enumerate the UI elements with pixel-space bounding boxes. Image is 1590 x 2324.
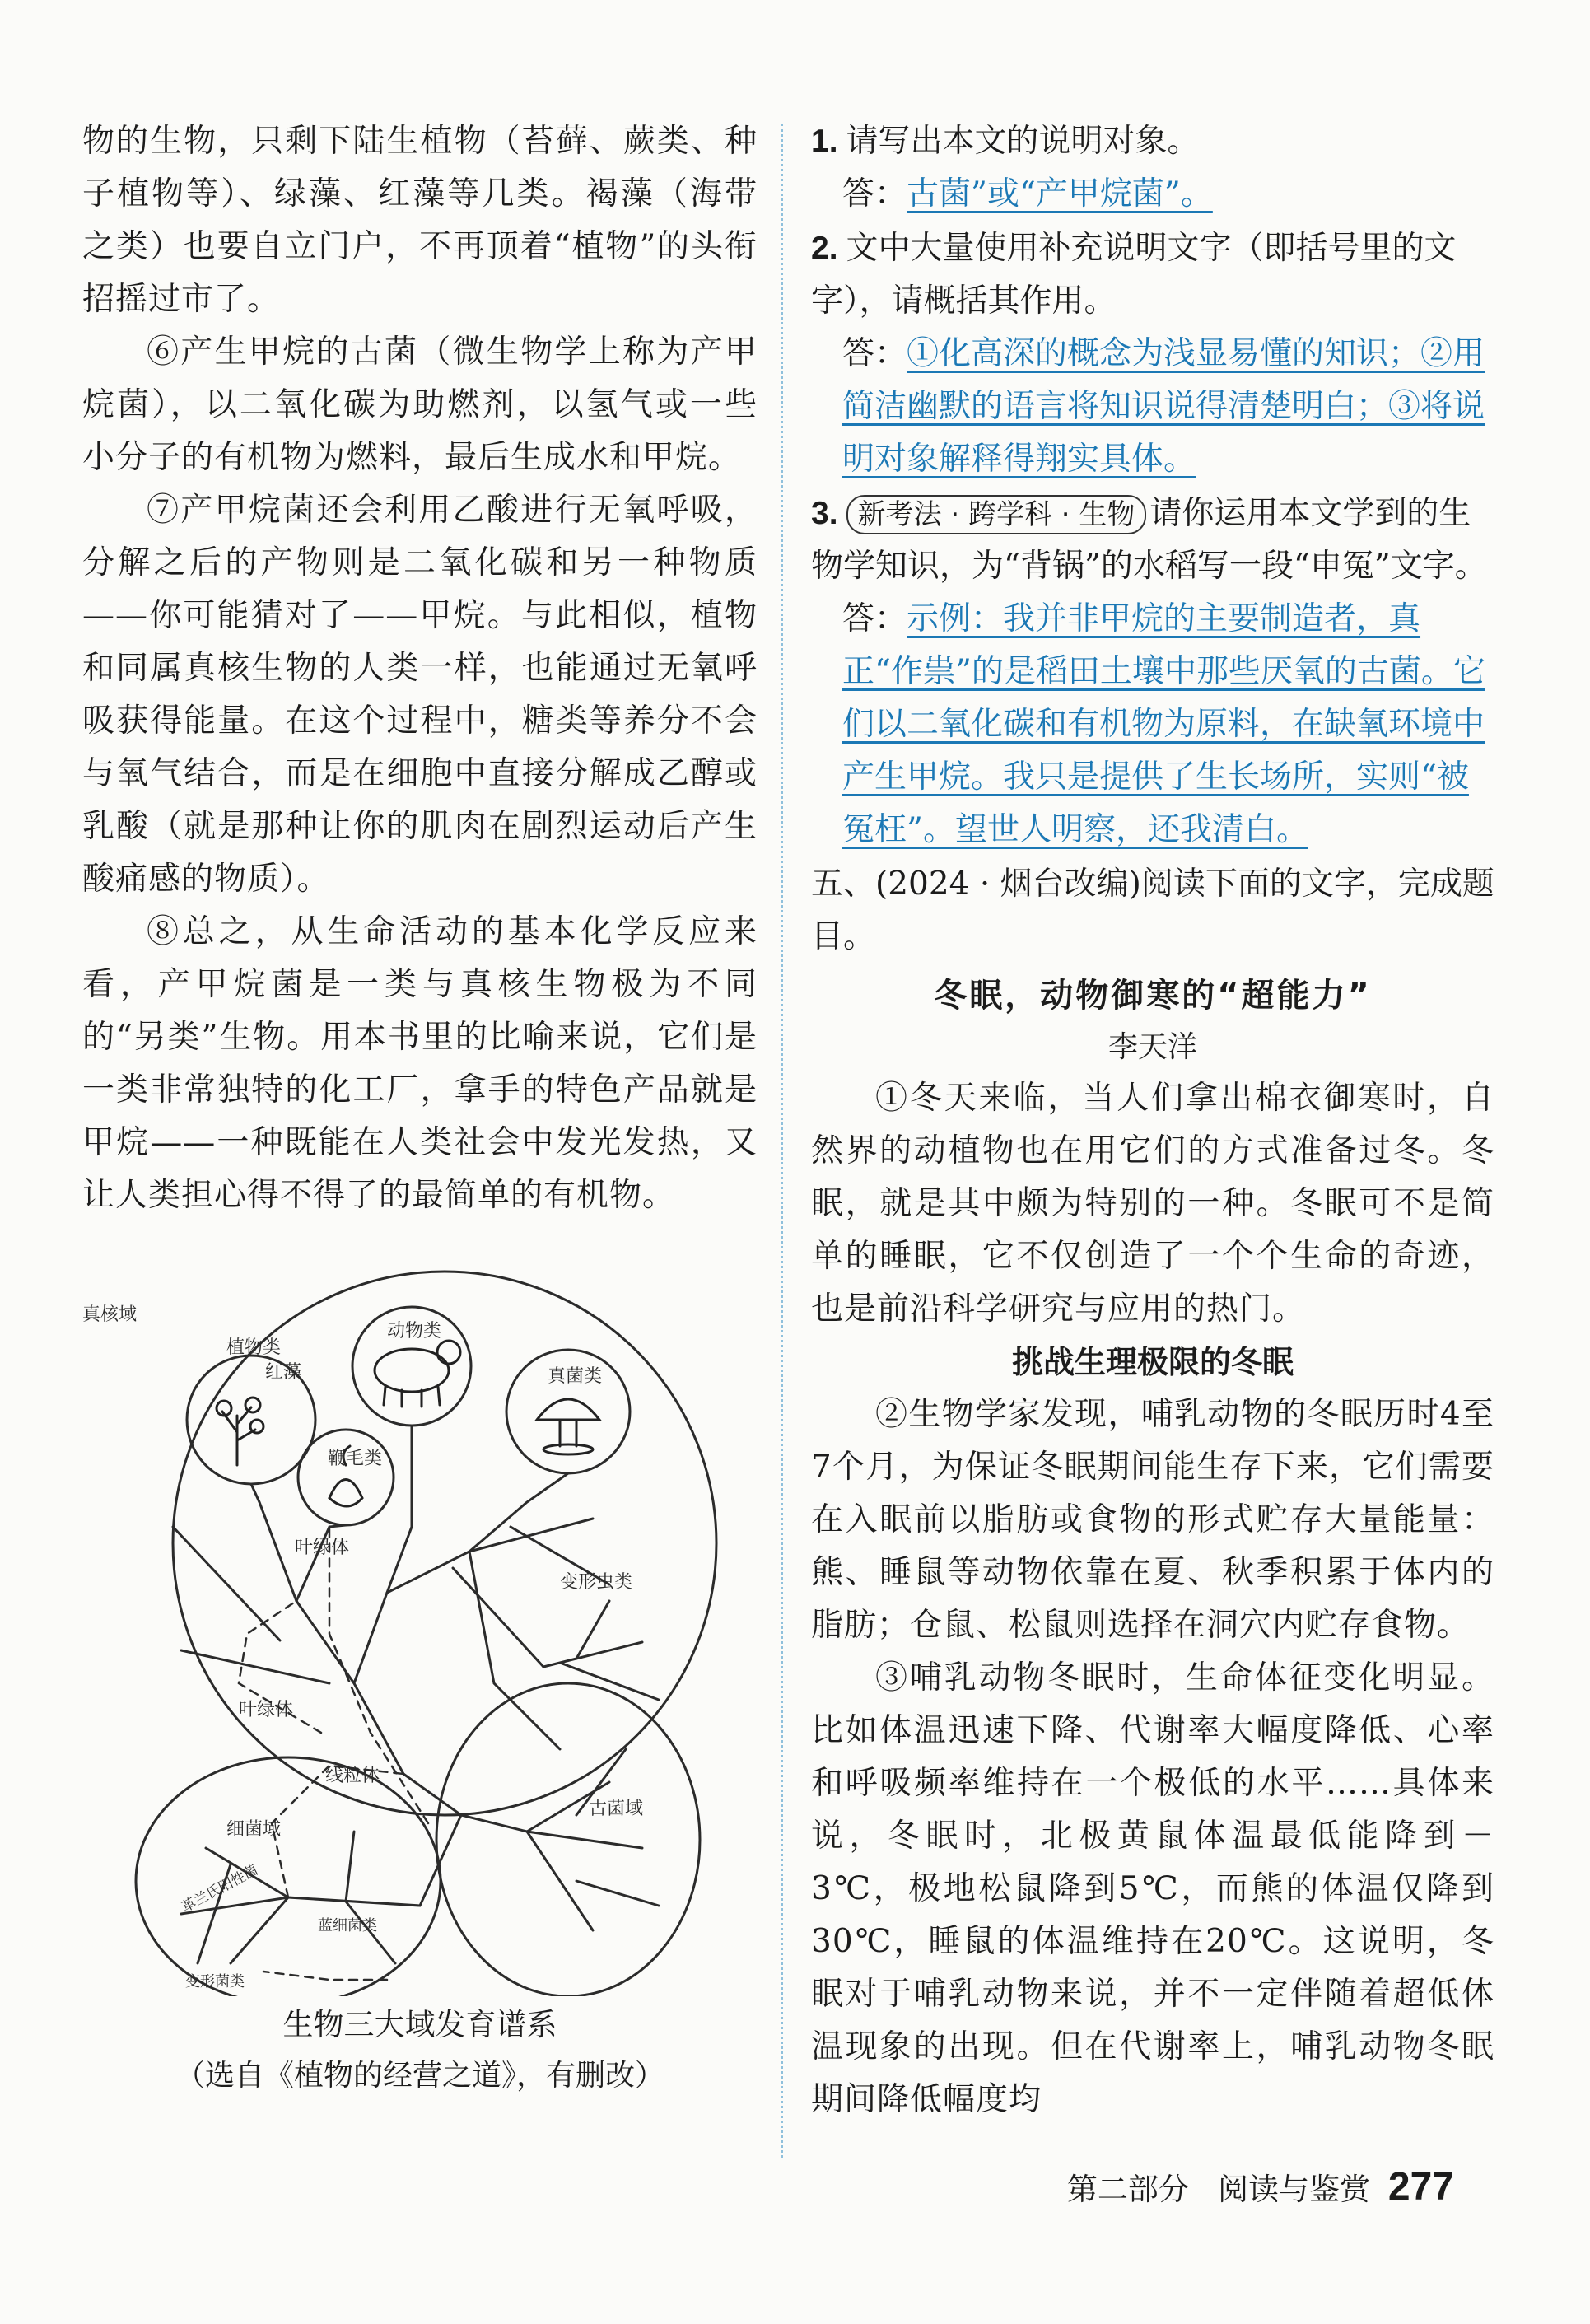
paragraph-7: ⑦产甲烷菌还会利用乙酸进行无氧呼吸，分解之后的产物则是二氧化碳和另一种物质——你可能猜对了——甲烷。与此相似，植物和同属真核生物的人类一样，也能通过无氧呼吸获得能量。在这个过程中，糖类等养分不会与氧气结合，而是在细胞中直接分解成乙醇或乳酸（就是那种让你的肌肉在剧烈运动后产生酸痛感的物质）。	[82, 492, 758, 898]
right-column	[811, 115, 1494, 2126]
answer-text: 古菌”或“产甲烷菌”。	[907, 175, 1213, 212]
label-mitochondria: 线粒体	[325, 1766, 380, 1786]
label-flagellates: 鞭毛类	[328, 1449, 383, 1469]
answer-text: 示例：我并非甲烷的主要制造者，真正“作祟”的是稻田土壤中那些厌氧的古菌。它们以二氧化碳和有机物为原料，在缺氧环境中产生甲烷。我只是提供了生长场所，实则“被冤枉”。望世人明察，还我清白。	[842, 600, 1485, 848]
label-eukarya: 真核域	[82, 1304, 138, 1325]
label-red-algae: 红藻	[265, 1362, 302, 1383]
answer-1	[842, 168, 1494, 221]
label-animals: 动物类	[387, 1321, 442, 1342]
figure-source: （选自《植物的经营之道》，有删改）	[175, 2059, 664, 2093]
question-2	[811, 222, 1494, 328]
label-cyanobacteria: 蓝细菌类	[318, 1917, 377, 1934]
bear-icon	[375, 1341, 460, 1407]
page-number: 277	[1387, 2165, 1454, 2209]
article-title: 冬眠，动物御寒的“超能力”	[934, 977, 1372, 1015]
paragraph-8: ⑧总之，从生命活动的基本化学反应来看，产甲烷菌是一类与真核生物极为不同的“另类”生物。用本书里的比喻来说，它们是一类非常独特的化工厂，拿手的特色产品就是甲烷——一种既能在人类社会中发光发热，又让人类担心得不得了的最简单的有机物。	[82, 913, 758, 1214]
phylogeny-diagram	[82, 1255, 758, 1996]
article-author: 李天洋	[1107, 1030, 1197, 1064]
paragraph-continued: 物的生物，只剩下陆生植物（苔藓、蕨类、种子植物等）、绿藻、红藻等几类。褐藻（海带之类）也要自立门户，不再顶着“植物”的头衔招摇过市了。	[82, 123, 758, 318]
label-gram-positive: 革兰氏阳性菌	[179, 1861, 261, 1916]
archaea-outline	[436, 1683, 700, 1996]
question-text: 文中大量使用补充说明文字（即括号里的文字），请概括其作用。	[811, 230, 1457, 320]
answer-text: ①化高深的概念为浅显易懂的知识；②用简洁幽默的语言将知识说得清楚明白；③将说明对象解释得翔实具体。	[842, 335, 1485, 478]
label-chloroplast-top: 叶绿体	[295, 1538, 350, 1558]
question-number: 3.	[811, 496, 838, 531]
answer-lead: 答：	[842, 335, 907, 372]
column-divider	[781, 124, 783, 2158]
answer-3	[842, 593, 1494, 856]
question-text: 请你运用本文学到的生物学知识，为“背锅”的水稻写一段“申冤”文字。	[811, 495, 1487, 585]
label-chloroplast-mid: 叶绿体	[239, 1700, 294, 1720]
left-column	[82, 115, 758, 2102]
label-plants: 植物类	[226, 1337, 282, 1358]
label-fungi: 真菌类	[548, 1366, 603, 1387]
question-1	[811, 115, 1494, 168]
label-amoebae: 变形虫类	[560, 1572, 633, 1593]
plant-icon	[217, 1398, 263, 1465]
article-paragraph-1: ①冬天来临，当人们拿出棉衣御寒时，自然界的动植物也在用它们的方式准备过冬。冬眠，就是其中颇为特别的一种。冬眠可不是简单的睡眠，它不仅创造了一个个生命的奇迹，也是前沿科学研究与应用的热门。	[811, 1080, 1494, 1328]
article-subheading: 挑战生理极限的冬眠	[1011, 1344, 1294, 1380]
label-archaea: 古菌域	[589, 1799, 644, 1819]
footer-section: 第二部分	[1066, 2172, 1189, 2207]
phylogeny-figure	[82, 1255, 758, 1996]
label-proteobacteria: 变形菌类	[185, 1973, 245, 1990]
label-bacteria: 细菌域	[226, 1819, 282, 1840]
question-3	[811, 488, 1494, 593]
answer-2	[842, 328, 1494, 486]
question-tag: 新考法 · 跨学科 · 生物	[846, 495, 1147, 534]
article-paragraph-2: ②生物学家发现，哺乳动物的冬眠历时4至7个月，为保证冬眠期间能生存下来，它们需要在入眠前以脂肪或食物的形式贮存大量能量：熊、睡鼠等动物依靠在夏、秋季积累于体内的脂肪；仓鼠、松鼠则选择在洞穴内贮存食物。	[811, 1396, 1494, 1644]
question-text: 请写出本文的说明对象。	[846, 123, 1200, 160]
question-number: 2.	[811, 231, 838, 266]
section-heading: 五、(2024 · 烟台改编)阅读下面的文字，完成题目。	[811, 866, 1494, 955]
figure-caption: 生物三大域发育谱系	[282, 2007, 557, 2042]
page-footer	[1067, 2164, 1454, 2210]
question-number: 1.	[811, 124, 838, 159]
paragraph-6: ⑥产生甲烷的古菌（微生物学上称为产甲烷菌），以二氧化碳为助燃剂，以氢气或一些小分子的有机物为燃料，最后生成水和甲烷。	[82, 334, 758, 476]
footer-title: 阅读与鉴赏	[1218, 2172, 1371, 2207]
bacteria-outline	[136, 1757, 441, 1996]
answer-lead: 答：	[842, 175, 907, 212]
mushroom-icon	[537, 1399, 599, 1454]
answer-lead: 答：	[842, 600, 907, 637]
article-paragraph-3: ③哺乳动物冬眠时，生命体征变化明显。比如体温迅速下降、代谢率大幅度降低、心率和呼吸频率维持在一个极低的水平……具体来说，冬眠时，北极黄鼠体温最低能降到－3℃，极地松鼠降到5℃，而熊的体温仅降到30℃，睡鼠的体温维持在20℃。这说明，冬眠对于哺乳动物来说，并不一定伴随着超低体温现象的出现。但在代谢率上，哺乳动物冬眠期间降低幅度均	[811, 1659, 1494, 2118]
